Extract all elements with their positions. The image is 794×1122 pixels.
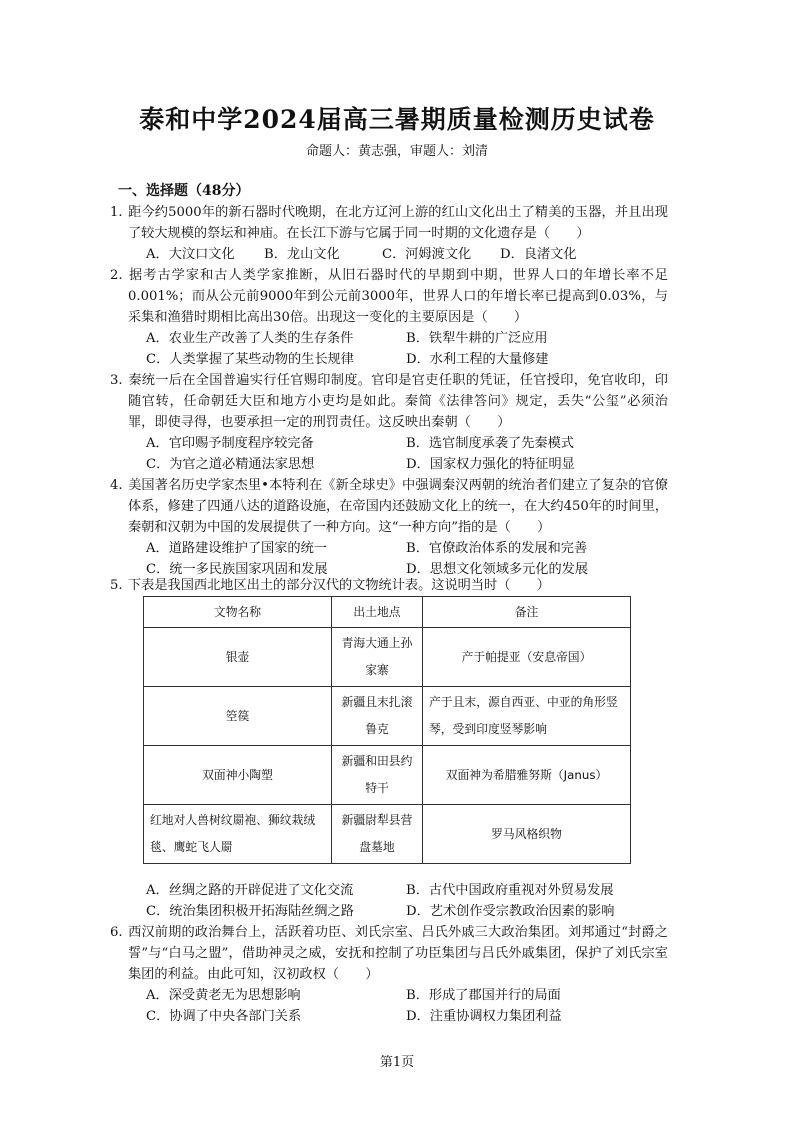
option-d[interactable]: D．水利工程的大量修建 xyxy=(406,352,549,367)
table-header: 备注 xyxy=(423,597,631,628)
option-b[interactable]: B．选官制度承袭了先秦模式 xyxy=(406,436,574,451)
question-number: 5. xyxy=(110,578,123,593)
question-number: 4. xyxy=(110,478,123,493)
relics-table xyxy=(143,596,631,864)
option-d[interactable]: D．艺术创作受宗教政治因素的影响 xyxy=(406,904,615,919)
option-b[interactable]: B．铁犁牛耕的广泛应用 xyxy=(406,331,548,346)
table-cell: 新疆且末扎滚鲁克 xyxy=(332,687,423,746)
question-number: 3. xyxy=(110,373,123,388)
question-text: 美国著名历史学家杰里•本特利在《新全球史》中强调秦汉两朝的统治者们建立了复杂的官僚体系，修建了四通八达的道路设施，在帝国内还鼓励文化上的统一，在大约450年的时间里，秦朝和汉朝为中国的发展提供了一种方向。这“一种方向”指的是（ ） xyxy=(128,478,668,535)
table-cell: 罗马风格织物 xyxy=(423,805,631,864)
question-5 xyxy=(110,575,668,596)
option-a[interactable]: A．大汶口文化 xyxy=(146,247,235,262)
question-text: 西汉前期的政治舞台上，活跃着功臣、刘氏宗室、吕氏外戚三大政治集团。刘邦通过“封爵之誓”与“白马之盟”，借助神灵之威，安抚和控制了功臣集团与吕氏外戚集团，保护了刘氏宗室集团的利益。由此可知，汉初政权（ ） xyxy=(128,925,668,982)
question-3 xyxy=(110,370,668,433)
option-b[interactable]: B．龙山文化 xyxy=(264,247,340,262)
question-2 xyxy=(110,265,668,328)
question-text: 据考古学家和古人类学家推断，从旧石器时代的早期到中期，世界人口的年增长率不足0.001%；而从公元前9000年到公元前3000年，世界人口的年增长率已提高到0.03%，与采集和渔猎时期相比高出30倍。出现这一变化的主要原因是（ ） xyxy=(128,268,668,325)
question-5-options xyxy=(146,880,666,922)
option-c[interactable]: C．统治集团积极开拓海陆丝绸之路 xyxy=(146,904,354,919)
table-header: 文物名称 xyxy=(144,597,332,628)
question-text: 下表是我国西北地区出土的部分汉代的文物统计表。这说明当时（ ） xyxy=(128,578,550,593)
table-cell: 红地对人兽树纹罽袍、狮纹栽绒毯、鹰蛇飞人罽 xyxy=(144,805,332,864)
page-number: 第1页 xyxy=(379,1055,415,1070)
option-c[interactable]: C．统一多民族国家巩固和发展 xyxy=(146,562,328,577)
question-2-options xyxy=(146,328,666,370)
option-b[interactable]: B．官僚政治体系的发展和完善 xyxy=(406,541,588,556)
question-number: 1. xyxy=(110,205,123,220)
option-a[interactable]: A．深受黄老无为思想影响 xyxy=(146,988,301,1003)
table-header-row xyxy=(144,597,631,628)
question-number: 2. xyxy=(110,268,123,283)
question-4-options xyxy=(146,538,666,580)
table-cell: 产于帕提亚（安息帝国） xyxy=(423,628,631,687)
table-cell: 青海大通上孙家寨 xyxy=(332,628,423,687)
authors-line: 命题人：黄志强，审题人：刘清 xyxy=(305,144,488,159)
table-header: 出土地点 xyxy=(332,597,423,628)
question-1 xyxy=(110,202,668,244)
table-row xyxy=(144,746,631,805)
option-b[interactable]: B．形成了郡国并行的局面 xyxy=(406,988,561,1003)
question-3-options xyxy=(146,433,666,475)
question-number: 6. xyxy=(110,925,123,940)
table-cell: 产于且末，源自西亚、中亚的角形竖琴，受到印度竖琴影响 xyxy=(423,687,631,746)
table-cell: 新疆尉犁县营盘墓地 xyxy=(332,805,423,864)
table-row xyxy=(144,805,631,864)
question-4 xyxy=(110,475,668,538)
option-c[interactable]: C．人类掌握了某些动物的生长规律 xyxy=(146,352,354,367)
option-d[interactable]: D．良渚文化 xyxy=(500,247,577,262)
question-text: 秦统一后在全国普遍实行任官赐印制度。官印是官吏任职的凭证，任官授印，免官收印，印随官转，任命朝廷大臣和地方小吏均是如此。秦简《法律答问》规定，丢失“公玺”必须治罪，即使寻得，也要承担一定的刑罚责任。这反映出秦朝（ ） xyxy=(128,373,668,430)
table-cell: 箜篌 xyxy=(144,687,332,746)
page-title: 泰和中学2024届高三暑期质量检测历史试卷 xyxy=(139,105,655,134)
option-a[interactable]: A．丝绸之路的开辟促进了文化交流 xyxy=(146,883,354,898)
option-a[interactable]: A．农业生产改善了人类的生存条件 xyxy=(146,331,354,346)
table-cell: 双面神为希腊雅努斯（Janus） xyxy=(423,746,631,805)
option-d[interactable]: D．注重协调权力集团利益 xyxy=(406,1009,562,1024)
option-d[interactable]: D．国家权力强化的特征明显 xyxy=(406,457,575,472)
option-c[interactable]: C．协调了中央各部门关系 xyxy=(146,1009,302,1024)
option-a[interactable]: A．道路建设维护了国家的统一 xyxy=(146,541,327,556)
option-b[interactable]: B．古代中国政府重视对外贸易发展 xyxy=(406,883,614,898)
option-d[interactable]: D．思想文化领域多元化的发展 xyxy=(406,562,589,577)
question-text: 距今约5000年的新石器时代晚期，在北方辽河上游的红山文化出土了精美的玉器，并且出现了较大规模的祭坛和神庙。在长江下游与它属于同一时期的文化遗存是（ ） xyxy=(128,205,668,241)
option-c[interactable]: C．河姆渡文化 xyxy=(382,247,472,262)
table-cell: 双面神小陶塑 xyxy=(144,746,332,805)
question-6-options xyxy=(146,985,666,1027)
option-c[interactable]: C．为官之道必精通法家思想 xyxy=(146,457,315,472)
table-row xyxy=(144,628,631,687)
section-heading: 一、选择题（48分） xyxy=(118,183,250,199)
option-a[interactable]: A．官印赐予制度程序较完备 xyxy=(146,436,314,451)
table-row xyxy=(144,687,631,746)
table-cell: 新疆和田县约特干 xyxy=(332,746,423,805)
question-1-options xyxy=(146,244,666,265)
table-cell: 银壶 xyxy=(144,628,332,687)
question-6 xyxy=(110,922,668,985)
